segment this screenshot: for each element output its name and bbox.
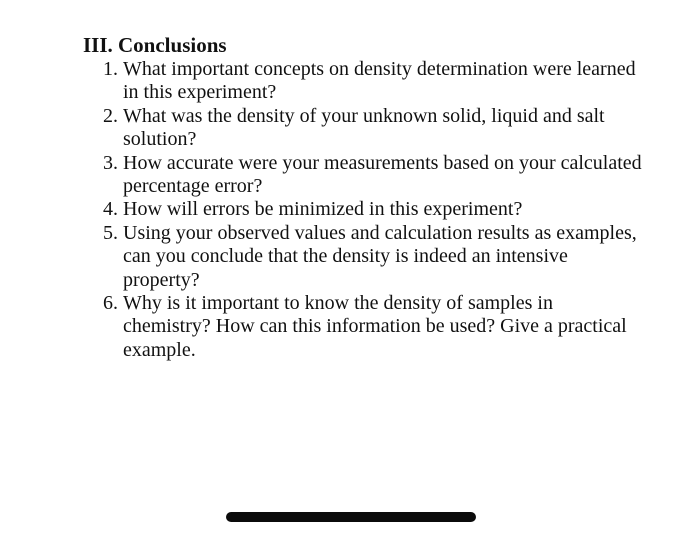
question-item [83, 222, 643, 292]
question-number: 1. [103, 58, 118, 80]
home-indicator-bar[interactable] [226, 512, 476, 522]
question-item [83, 152, 643, 199]
question-number: 3. [103, 151, 118, 174]
question-item [83, 198, 643, 221]
question-list [83, 58, 643, 362]
question-number: 4. [103, 198, 118, 221]
question-text: How accurate were your measurements based on your calculated percentage error? [123, 151, 642, 198]
question-item [83, 58, 643, 105]
document-body [83, 33, 643, 362]
question-number: 6. [103, 292, 118, 315]
question-text: What was the density of your unknown solid, liquid and salt solution? [123, 104, 605, 151]
question-text: What important concepts on density determination were learned in this experiment? [123, 58, 636, 104]
question-item [83, 105, 643, 152]
section-heading: III. Conclusions [83, 33, 227, 57]
question-text: Using your observed values and calculation results as examples, can you conclude that the density is indeed an intensive property? [123, 221, 637, 291]
question-item [83, 292, 643, 362]
question-text: How will errors be minimized in this experiment? [123, 198, 523, 221]
question-number: 2. [103, 104, 118, 127]
question-number: 5. [103, 221, 118, 244]
question-text: Why is it important to know the density of samples in chemistry? How can this information be used? Give a practical example. [123, 292, 627, 361]
